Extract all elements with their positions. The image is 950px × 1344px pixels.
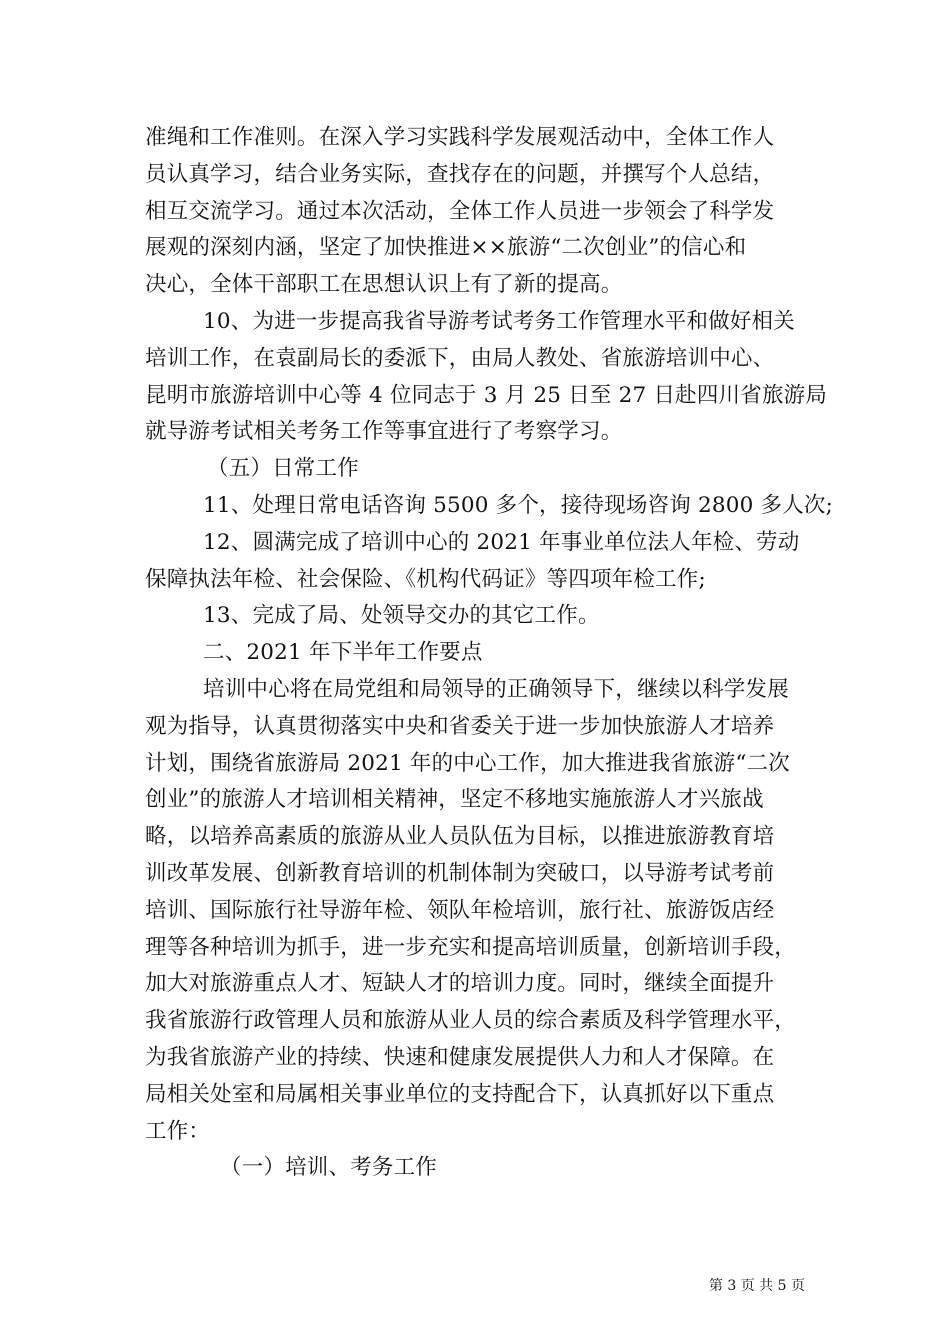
text-line: 局相关处室和局属相关事业单位的支持配合下，认真抓好以下重点 — [145, 1081, 775, 1107]
text-line: 理等各种培训为抓手，进一步充实和提高培训质量，创新培训手段， — [145, 934, 797, 960]
text-line: 加大对旅游重点人才、短缺人才的培训力度。同时，继续全面提升 — [145, 971, 775, 997]
section-heading: （五）日常工作 — [207, 456, 359, 482]
text-line: 保障执法年检、社会保险、《机构代码证》等四项年检工作; — [145, 566, 706, 592]
text-line: 培训工作，在袁副局长的委派下，由局人教处、省旅游培训中心、 — [145, 345, 775, 371]
section-heading: 二、2021 年下半年工作要点 — [203, 640, 483, 666]
paragraph-start-line: 11、处理日常电话咨询 5500 多个，接待现场咨询 2800 多人次; — [203, 492, 834, 518]
text-line: 培训、国际旅行社导游年检、领队年检培训，旅行社、旅游饭店经 — [145, 897, 775, 923]
text-line: 创业”的旅游人才培训相关精神，坚定不移地实施旅游人才兴旅战 — [145, 787, 764, 813]
text-line: 员认真学习，结合业务实际，查找存在的问题，并撰写个人总结， — [145, 161, 775, 187]
paragraph-start-line: 培训中心将在局党组和局领导的正确领导下，继续以科学发展 — [203, 676, 789, 702]
text-line: 训改革发展、创新教育培训的机制体制为突破口，以导游考试考前 — [145, 860, 775, 886]
paragraph-start-line: 13、完成了局、处领导交办的其它工作。 — [203, 603, 600, 629]
section-heading: （一）培训、考务工作 — [220, 1155, 438, 1181]
text-line: 观为指导，认真贯彻落实中央和省委关于进一步加快旅游人才培养 — [145, 713, 775, 739]
text-line: 计划，围绕省旅游局 2021 年的中心工作，加大推进我省旅游“二次 — [145, 750, 790, 776]
text-line: 略，以培养高素质的旅游从业人员队伍为目标，以推进旅游教育培 — [145, 824, 775, 850]
text-line: 昆明市旅游培训中心等 4 位同志于 3 月 25 日至 27 日赴四川省旅游局 — [145, 382, 828, 408]
text-line: 就导游考试相关考务工作等事宜进行了考察学习。 — [145, 419, 623, 445]
text-line: 为我省旅游产业的持续、快速和健康发展提供人力和人才保障。在 — [145, 1044, 775, 1070]
text-line: 准绳和工作准则。在深入学习实践科学发展观活动中，全体工作人 — [145, 125, 775, 150]
page-number-footer: 第 3 页 共 5 页 — [708, 1278, 805, 1294]
paragraph-start-line: 10、为进一步提高我省导游考试考务工作管理水平和做好相关 — [203, 308, 795, 334]
text-line: 决心，全体干部职工在思想认识上有了新的提高。 — [145, 272, 623, 298]
paragraph-start-line: 12、圆满完成了培训中心的 2021 年事业单位法人年检、劳动 — [203, 529, 800, 555]
text-line: 工作： — [145, 1118, 211, 1144]
text-line: 我省旅游行政管理人员和旅游从业人员的综合素质及科学管理水平， — [145, 1008, 797, 1034]
text-line: 展观的深刻内涵，坚定了加快推进××旅游“二次创业”的信心和 — [145, 235, 747, 261]
document-body — [145, 120, 834, 1187]
text-line: 相互交流学习。通过本次活动，全体工作人员进一步领会了科学发 — [145, 198, 775, 224]
